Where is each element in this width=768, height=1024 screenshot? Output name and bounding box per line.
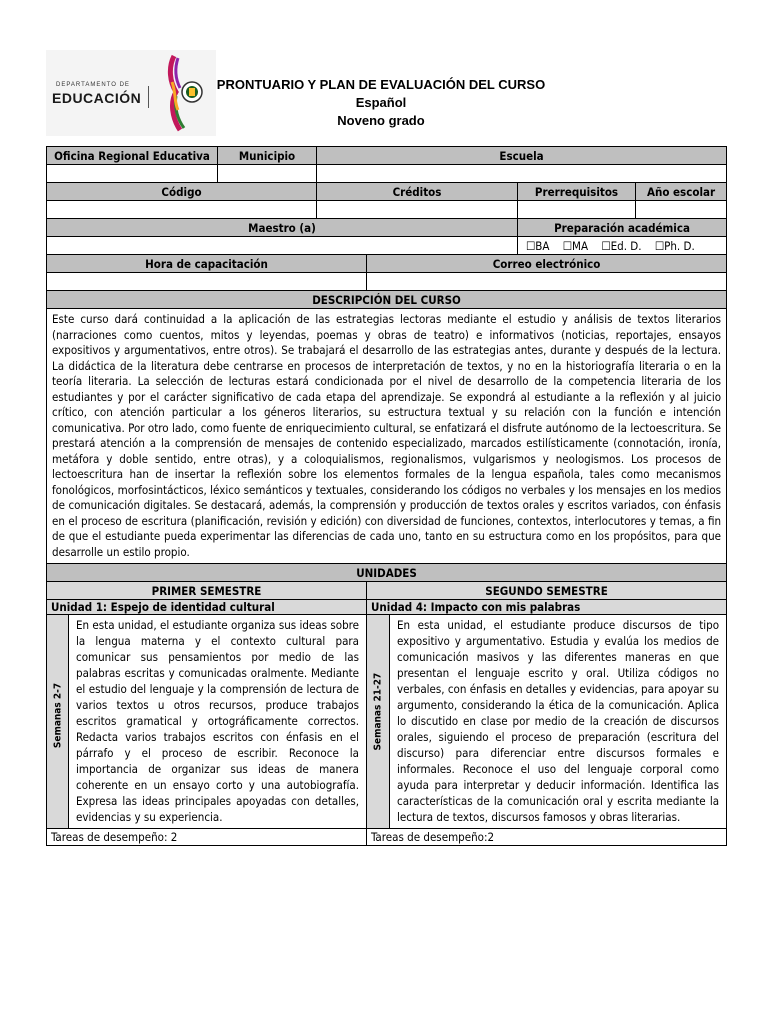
- description-heading: DESCRIPCIÓN DEL CURSO: [47, 291, 727, 309]
- units-heading: UNIDADES: [47, 564, 727, 582]
- checkbox-ma[interactable]: ☐MA: [562, 238, 589, 253]
- credits-field[interactable]: [317, 201, 518, 219]
- logo-divider: [148, 86, 149, 108]
- school-year-field[interactable]: [636, 201, 727, 219]
- regional-office-field[interactable]: [47, 165, 218, 183]
- unit-1-weeks-label: Semanas 2-7: [52, 682, 64, 749]
- course-description-text: Este curso dará continuidad a la aplicación de las estrategias lectoras mediante el estudio y análisis de textos literarios (narraciones como cuentos, mitos y leyendas, poemas y obras de teatro) e informativos (noticias, reportajes, ensayos expositivos y argumentativos, entre otros). Se trabajará el desarrollo de las estrategias antes, durante y después de la lectura. La didáctica de la literatura debe centrarse en procesos de interpretación de textos, y no en la historiografía literaria o en la teoría literaria. La selección de lecturas estará condicionada por el nivel de desarrollo de la competencia literaria de los estudiantes y por el carácter significativo de cada etapa del aprendizaje. Se expondrá al estudiante a la reflexión y al juicio crítico, con atención particular a los géneros literarios, su estructura textual y su relación con la función e intención comunicativa. Por otro lado, como fuente de enriquecimiento cultural, se enfatizará el disfrute autónomo de la lectoescritura. Se prestará atención a la comprensión de mensajes de contenido especializado, marcados estilísticamente (connotación, ironía, metáfora y doble sentido, entre otras), y a coloquialismos, regionalismos, vulgarismos y neologismos. Los procesos de lectoescritura han de insertar la reflexión sobre los elementos formales de la lengua española, tales como mecanismos fonológicos, morfosintácticos, léxico semánticos y textuales, considerando los códigos no verbales y los mensajes en los medios de comunicación digitales. Se destacará, además, la comprensión y producción de textos orales y escritos variados, con énfasis en el proceso de escritura (planificación, revisión y edición) con diversidad de funciones, contextos, interlocutores y temas, a fin de que el estudiante pueda experimentar las diferencias de cada uno, tanto en su estructura como en los propósitos, para que desarrolle un estilo propio.: [47, 309, 727, 564]
- code-label: Código: [47, 183, 317, 201]
- training-hour-field[interactable]: [47, 273, 367, 291]
- teacher-label: Maestro (a): [47, 219, 518, 237]
- regional-office-label: Oficina Regional Educativa: [47, 147, 218, 165]
- unit-1-title: Unidad 1: Espejo de identidad cultural: [47, 600, 367, 615]
- document-title: PRONTUARIO Y PLAN DE EVALUACIÓN DEL CURSO: [216, 77, 546, 92]
- unit-4-weeks-label: Semanas 21-27: [372, 672, 384, 751]
- checkbox-phd[interactable]: ☐Ph. D.: [654, 238, 695, 253]
- unit-4-title: Unidad 4: Impacto con mis palabras: [367, 600, 727, 615]
- course-subject: Español: [355, 95, 407, 110]
- course-plan-table: [46, 146, 727, 846]
- unit-1-weeks: [47, 615, 69, 829]
- unit-4-cell: [367, 615, 727, 829]
- municipality-label: Municipio: [218, 147, 317, 165]
- email-label: Correo electrónico: [367, 255, 727, 273]
- training-hour-label: Hora de capacitación: [47, 255, 367, 273]
- course-grade: Noveno grado: [337, 113, 425, 128]
- unit-4-weeks: [367, 615, 390, 828]
- email-field[interactable]: [367, 273, 727, 291]
- teacher-field[interactable]: [47, 237, 518, 255]
- school-year-label: Año escolar: [636, 183, 727, 201]
- checkbox-ba[interactable]: ☐BA: [526, 238, 550, 253]
- unit-1-description: En esta unidad, el estudiante organiza sus ideas sobre la lengua materna y el contexto cultural para comunicar sus pensamientos por medio de las palabras escritas y comunicadas oralmente. Mediante el estudio del lenguaje y la comprensión de lectura de varios textos u otros recursos, produce trabajos escritos gramatical y ortográficamente correctos. Redacta varios trabajos escritos con énfasis en el párrafo y el proceso de escribir. Reconoce la importancia de organizar sus ideas de manera coherente en un ensayo corto y una autobiografía. Expresa las ideas principales apoyadas con detalles, evidencias y su experiencia.: [69, 615, 367, 829]
- education-logo: [46, 50, 216, 136]
- prerequisites-field[interactable]: [518, 201, 636, 219]
- credits-label: Créditos: [317, 183, 518, 201]
- prerequisites-label: Prerrequisitos: [518, 183, 636, 201]
- first-semester-heading: PRIMER SEMESTRE: [47, 582, 367, 600]
- school-label: Escuela: [317, 147, 727, 165]
- logo-department-text: DEPARTAMENTO DE: [56, 82, 130, 88]
- second-semester-heading: SEGUNDO SEMESTRE: [367, 582, 727, 600]
- degree-checkboxes: [518, 237, 727, 255]
- unit-4-description: En esta unidad, el estudiante produce discursos de tipo expositivo y argumentativo. Estudia y evalúa los medios de comunicación masivos y las diferentes maneras en que presentan el lenguaje escrito y oral. Utiliza códigos no verbales, con énfasis en detalles y evidencias, para apoyar su argumento, considerando la ética de la comunicación. Aplica lo discutido en clase por medio de la creación de discursos orales, siguiendo el proceso de preparación (escritura del discurso) para diferenciar entre discursos formales e informales. Reconoce el uso del lenguaje corporal como ayuda para interpretar y deducir información. Identifica las características de la comunicación oral y escrita mediante la lectura de textos, discursos famosos y obras literarias.: [397, 618, 720, 824]
- academic-preparation-label: Preparación académica: [518, 219, 727, 237]
- unit-4-tasks: Tareas de desempeño:2: [367, 829, 727, 846]
- unit-1-tasks: Tareas de desempeño: 2: [47, 829, 367, 846]
- municipality-field[interactable]: [218, 165, 317, 183]
- checkbox-edd[interactable]: ☐Ed. D.: [601, 238, 642, 253]
- logo-education-text: EDUCACIÓN: [52, 90, 142, 106]
- document-header: [46, 50, 726, 140]
- school-field[interactable]: [317, 165, 727, 183]
- code-field[interactable]: [47, 201, 317, 219]
- document-title-block: [196, 76, 566, 130]
